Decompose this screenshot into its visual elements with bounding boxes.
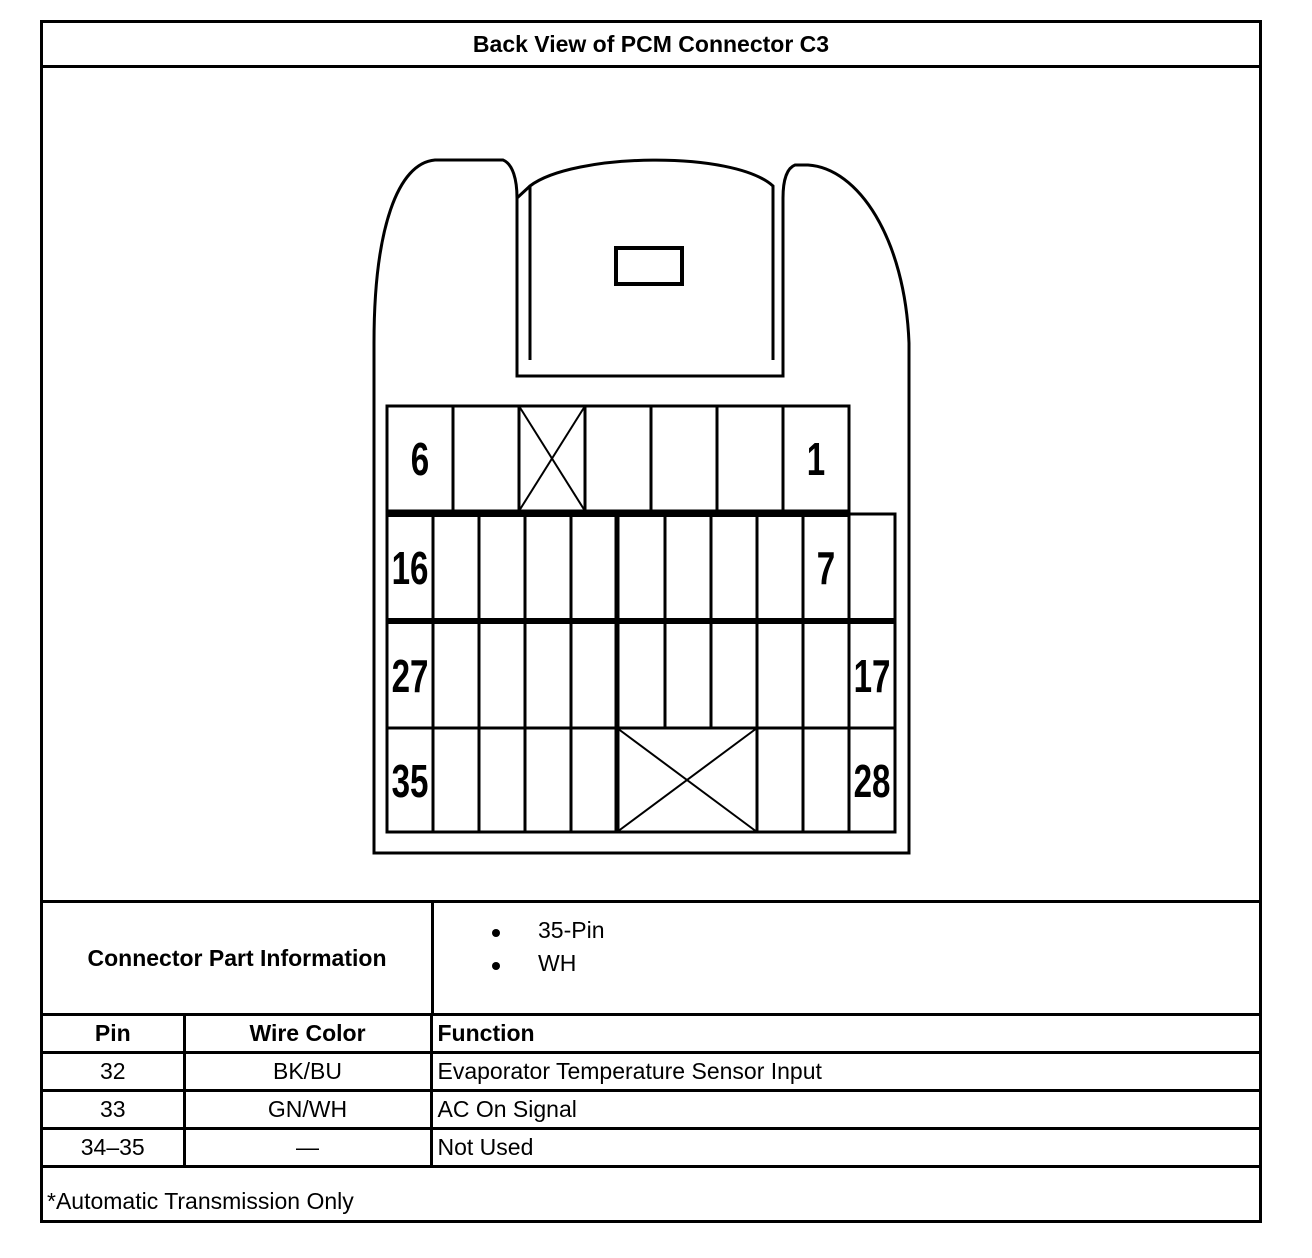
connector-document — [40, 20, 1262, 1223]
pin-label-1: 1 — [806, 433, 826, 485]
row-1-dividers — [453, 406, 783, 511]
pin-field-row-1 — [387, 406, 849, 511]
cell-function: AC On Signal — [431, 1091, 1259, 1129]
header-function: Function — [431, 1016, 1259, 1053]
pin-label-28: 28 — [853, 755, 891, 807]
part-info-list: 35-Pin WH — [434, 903, 1259, 1013]
bullet-icon — [492, 929, 500, 937]
header-pin: Pin — [43, 1016, 184, 1053]
table-row — [43, 1053, 1259, 1091]
connector-part-information — [43, 900, 1259, 1016]
table-header-row — [43, 1016, 1259, 1053]
pin-label-7: 7 — [816, 542, 836, 594]
plugged-cavity-row-4 — [617, 728, 757, 832]
rows-2-4-dividers — [433, 514, 849, 832]
cell-function: Evaporator Temperature Sensor Input — [431, 1053, 1259, 1091]
connector-drawing — [43, 68, 1259, 900]
pin-table — [43, 1016, 1259, 1168]
pin-label-6: 6 — [410, 433, 430, 485]
table-row — [43, 1129, 1259, 1167]
cell-function: Not Used — [431, 1129, 1259, 1167]
pin-label-35: 35 — [391, 755, 429, 807]
cell-pin: 33 — [43, 1091, 184, 1129]
pin-label-17: 17 — [853, 650, 891, 702]
plugged-cavity-row-1 — [519, 406, 585, 511]
cell-wire-color: BK/BU — [184, 1053, 431, 1091]
lock-window — [616, 248, 682, 284]
cell-wire-color: GN/WH — [184, 1091, 431, 1129]
bullet-icon — [492, 962, 500, 970]
pin-label-27: 27 — [391, 650, 429, 702]
connector-diagram — [43, 68, 1259, 900]
cell-pin: 32 — [43, 1053, 184, 1091]
cell-wire-color: — — [184, 1129, 431, 1167]
part-info-label: Connector Part Information — [43, 903, 434, 1013]
pin-label-16: 16 — [391, 542, 429, 594]
connector-lock-tab — [530, 160, 773, 360]
header-wire-color: Wire Color — [184, 1016, 431, 1053]
lock-tab-inner-left — [517, 186, 530, 198]
footnote: *Automatic Transmission Only — [47, 1188, 354, 1214]
cell-pin: 34–35 — [43, 1129, 184, 1167]
page-title: Back View of PCM Connector C3 — [43, 23, 1259, 68]
table-row — [43, 1091, 1259, 1129]
